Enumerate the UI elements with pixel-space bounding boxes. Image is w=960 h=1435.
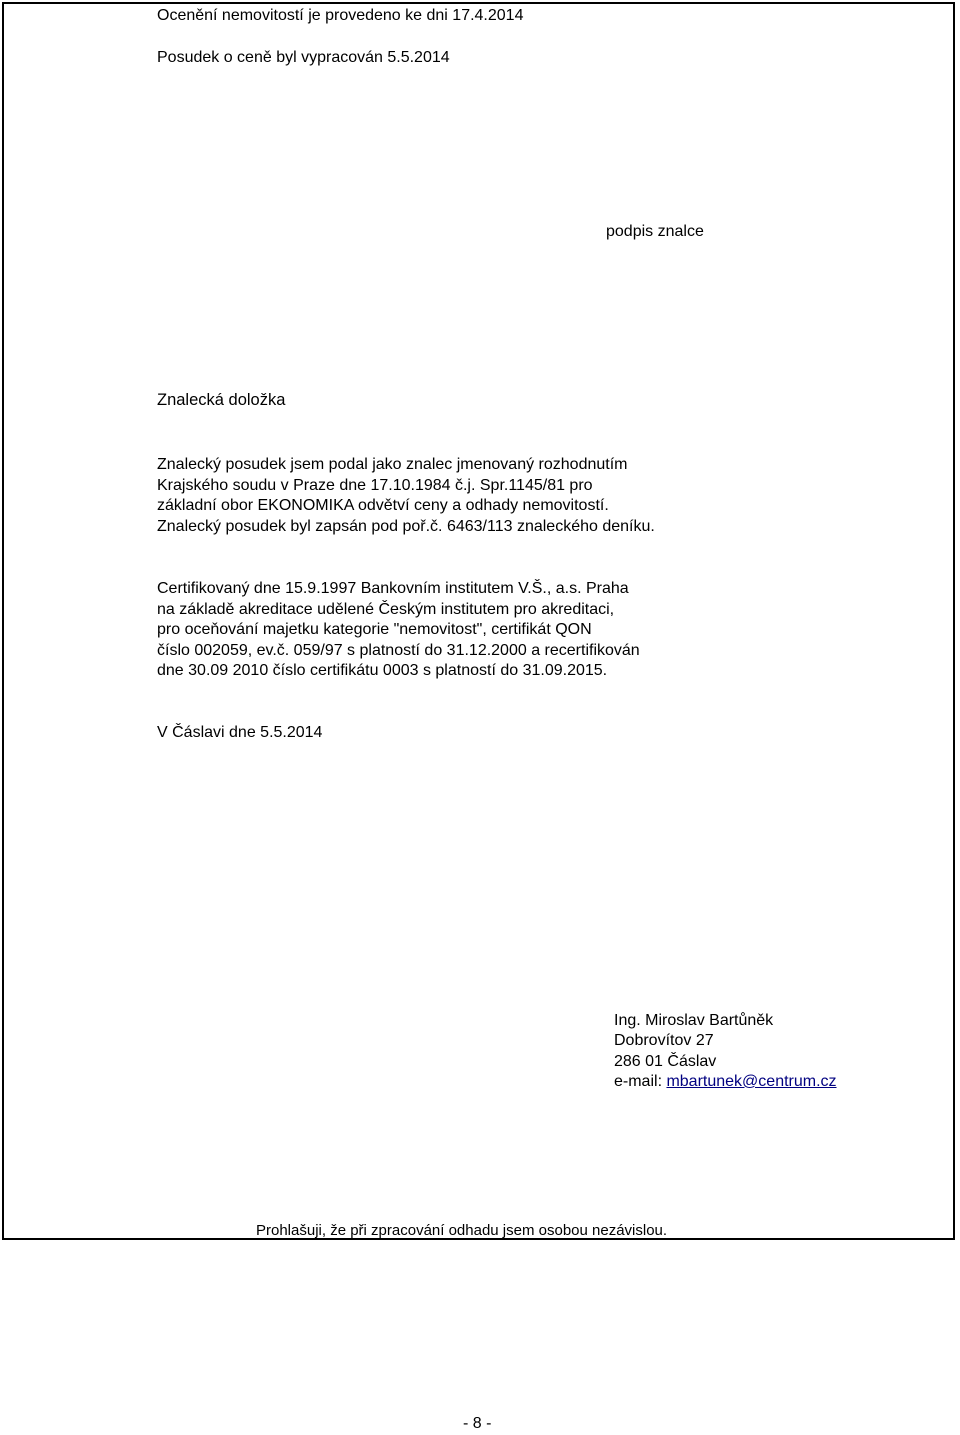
clause-line: Znalecký posudek byl zapsán pod poř.č. 6463/113 znaleckého deníku. <box>157 518 655 535</box>
place-date-text: V Čáslavi dne 5.5.2014 <box>157 724 323 741</box>
clause-line: Krajského soudu v Praze dne 17.10.1984 č.j. Spr.1145/81 pro <box>157 477 593 494</box>
certification-line: Certifikovaný dne 15.9.1997 Bankovním institutem V.Š., a.s. Praha <box>157 580 629 597</box>
expert-street: Dobrovítov 27 <box>614 1032 714 1049</box>
email-link[interactable]: mbartunek@centrum.cz <box>666 1073 837 1090</box>
page-number: - 8 - <box>463 1415 492 1432</box>
clause-title: Znalecká doložka <box>157 391 286 409</box>
certification-line: číslo 002059, ev.č. 059/97 s platností do 31.12.2000 a recertifikován <box>157 642 640 659</box>
certification-line: dne 30.09 2010 číslo certifikátu 0003 s platností do 31.09.2015. <box>157 662 608 679</box>
report-date-text: Posudek o ceně byl vypracován 5.5.2014 <box>157 49 450 66</box>
independence-declaration: Prohlašuji, že při zpracování odhadu jsem osobou nezávislou. <box>256 1222 668 1239</box>
clause-line: základní obor EKONOMIKA odvětví ceny a odhady nemovitostí. <box>157 497 609 514</box>
expert-city: 286 01 Čáslav <box>614 1053 717 1070</box>
expert-email-line <box>614 1072 837 1093</box>
expert-name: Ing. Miroslav Bartůněk <box>614 1012 774 1029</box>
email-label: e-mail: <box>614 1073 667 1090</box>
clause-line: Znalecký posudek jsem podal jako znalec jmenovaný rozhodnutím <box>157 456 628 473</box>
certification-line: pro oceňování majetku kategorie "nemovitost", certifikát QON <box>157 621 592 638</box>
certification-line: na základě akreditace udělené Českým institutem pro akreditaci, <box>157 601 615 618</box>
valuation-date-text: Ocenění nemovitostí je provedeno ke dni 17.4.2014 <box>157 7 524 24</box>
signature-label: podpis znalce <box>606 223 704 240</box>
